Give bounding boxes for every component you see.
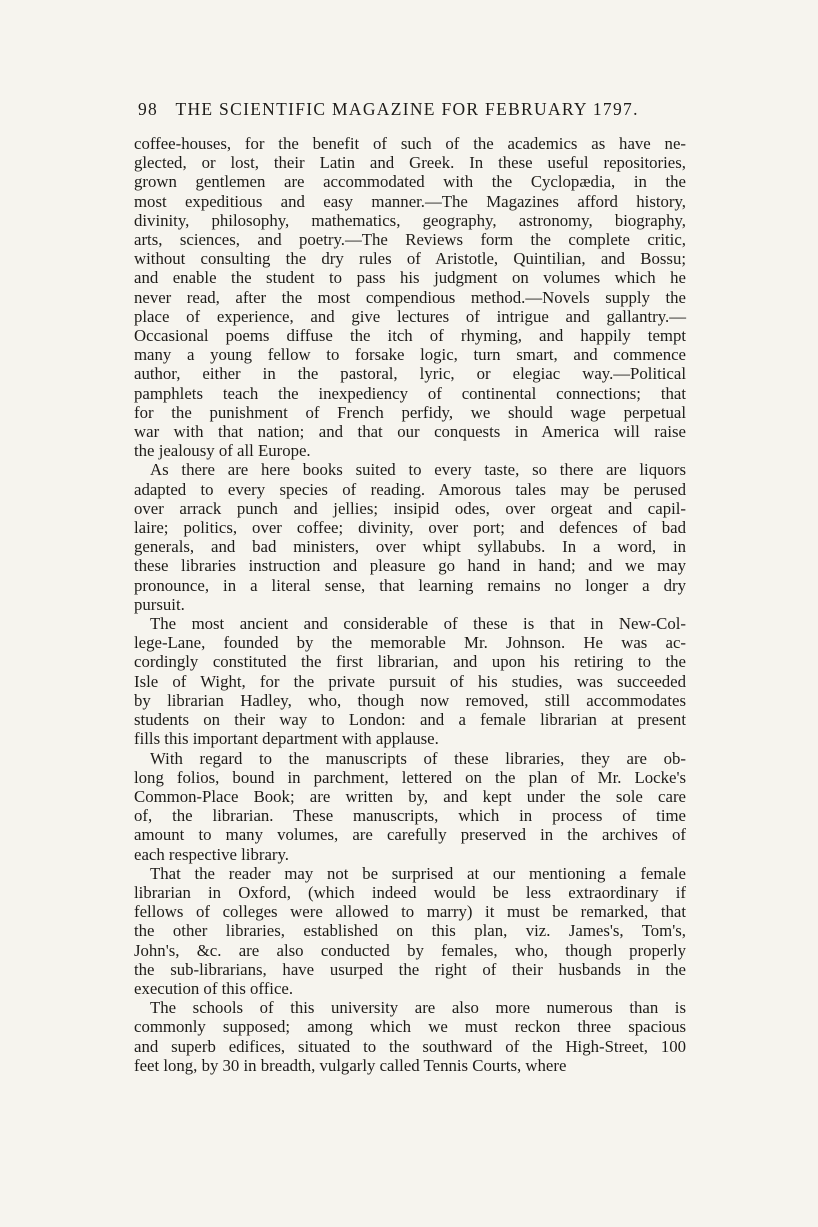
text-line: by librarian Hadley, who, though now removed, still accommodates <box>134 690 686 710</box>
text-line: John's, &c. are also conducted by females, who, though properly <box>134 940 686 960</box>
text-line: The schools of this university are also more numerous than is <box>150 998 686 1018</box>
text-line: cordingly constituted the first librarian, and upon his retiring to the <box>134 652 686 672</box>
text-line: and enable the student to pass his judgment on volumes which he <box>134 268 686 288</box>
text-line: and superb edifices, situated to the southward of the High-Street, 100 <box>134 1036 686 1056</box>
paragraph <box>134 134 686 460</box>
text-line: the jealousy of all Europe. <box>134 441 311 461</box>
text-line: war with that nation; and that our conquests in America will raise <box>134 422 686 442</box>
text-line: generals, and bad ministers, over whipt syllabubs. In a word, in <box>134 537 686 557</box>
text-line: Occasional poems diffuse the itch of rhyming, and happily tempt <box>134 326 686 346</box>
text-line: for the punishment of French perfidy, we should wage perpetual <box>134 402 686 422</box>
text-line: place of experience, and give lectures of intrigue and gallantry.— <box>134 306 686 326</box>
text-line: most expeditious and easy manner.—The Magazines afford history, <box>134 191 686 211</box>
running-title: THE SCIENTIFIC MAGAZINE FOR FEBRUARY 1797. <box>175 99 639 119</box>
text-line: over arrack punch and jellies; insipid odes, over orgeat and capil- <box>134 498 686 518</box>
text-line: commonly supposed; among which we must reckon three spacious <box>134 1017 686 1037</box>
text-line: execution of this office. <box>134 978 294 998</box>
page-number: 98 <box>138 99 159 119</box>
text-line: The most ancient and considerable of these is that in New-Col- <box>150 614 686 634</box>
text-line: long folios, bound in parchment, lettered on the plan of Mr. Locke's <box>134 767 686 787</box>
text-line: laire; politics, over coffee; divinity, over port; and defences of bad <box>134 518 686 538</box>
text-line: coffee-houses, for the benefit of such of the academics as have ne- <box>134 134 686 153</box>
text-line: Isle of Wight, for the private pursuit of his studies, was succeeded <box>134 671 686 691</box>
text-line: pursuit. <box>134 594 185 614</box>
text-line: students on their way to London: and a female librarian at present <box>134 710 686 730</box>
paragraph <box>134 864 686 998</box>
text-line: feet long, by 30 in breadth, vulgarly called Tennis Courts, where <box>134 1055 567 1075</box>
text-line: As there are here books suited to every taste, so there are liquors <box>150 460 686 480</box>
text-line: the sub-librarians, have usurped the right of their husbands in the <box>134 959 686 979</box>
running-header <box>138 99 698 120</box>
body-text <box>134 134 686 1075</box>
text-line: grown gentlemen are accommodated with the Cyclopædia, in the <box>134 172 686 192</box>
paragraph <box>134 460 686 614</box>
text-line: never read, after the most compendious method.—Novels supply the <box>134 287 686 307</box>
paragraph <box>134 749 686 864</box>
text-line: Common-Place Book; are written by, and kept under the sole care <box>134 786 686 806</box>
text-line: librarian in Oxford, (which indeed would be less extraordinary if <box>134 882 686 902</box>
text-line: author, either in the pastoral, lyric, or elegiac way.—Political <box>134 364 686 384</box>
text-line: without consulting the dry rules of Aristotle, Quintilian, and Bossu; <box>134 249 686 269</box>
text-line: pronounce, in a literal sense, that learning remains no longer a dry <box>134 575 686 595</box>
paragraph <box>134 998 686 1075</box>
paragraph <box>134 614 686 748</box>
text-line: With regard to the manuscripts of these libraries, they are ob- <box>150 748 686 768</box>
text-line: of, the librarian. These manuscripts, which in process of time <box>134 806 686 826</box>
text-line: adapted to every species of reading. Amorous tales may be perused <box>134 479 686 499</box>
text-line: the other libraries, established on this plan, viz. James's, Tom's, <box>134 921 686 941</box>
text-line: That the reader may not be surprised at our mentioning a female <box>150 863 686 883</box>
text-line: these libraries instruction and pleasure go hand in hand; and we may <box>134 556 686 576</box>
text-line: divinity, philosophy, mathematics, geography, astronomy, biography, <box>134 210 686 230</box>
text-line: each respective library. <box>134 844 289 864</box>
text-line: fellows of colleges were allowed to marry) it must be remarked, that <box>134 902 686 922</box>
text-line: fills this important department with applause. <box>134 729 439 749</box>
text-line: many a young fellow to forsake logic, turn smart, and commence <box>134 345 686 365</box>
text-line: lege-Lane, founded by the memorable Mr. Johnson. He was ac- <box>134 633 686 653</box>
text-line: arts, sciences, and poetry.—The Reviews form the complete critic, <box>134 230 686 250</box>
text-line: amount to many volumes, are carefully preserved in the archives of <box>134 825 686 845</box>
text-line: glected, or lost, their Latin and Greek. In these useful repositories, <box>134 153 686 173</box>
text-line: pamphlets teach the inexpediency of continental connections; that <box>134 383 686 403</box>
